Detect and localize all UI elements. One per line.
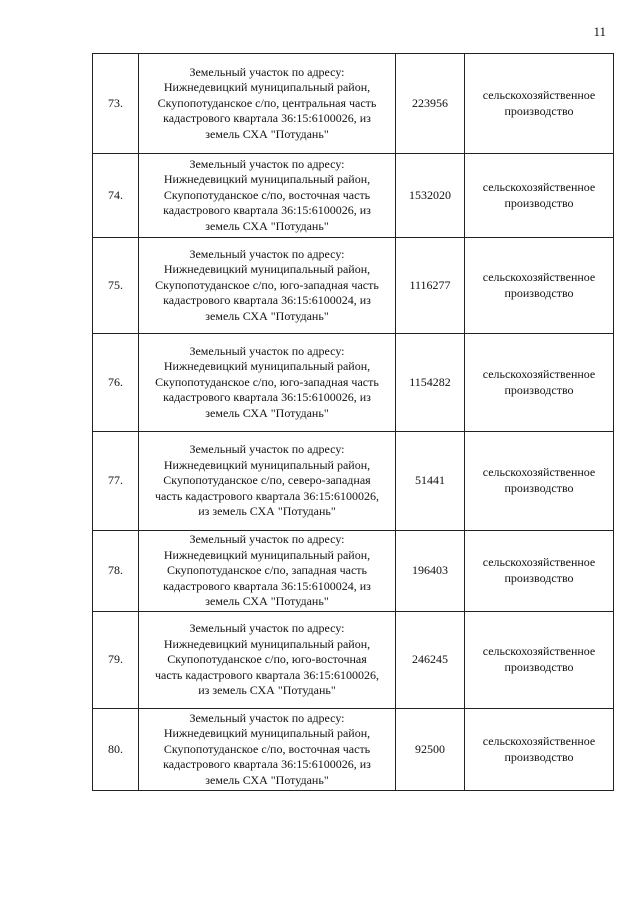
plot-description-cell: [139, 531, 396, 612]
plot-description-cell: [139, 334, 396, 432]
land-use-cell: [465, 154, 614, 238]
land-use-line: сельскохозяйственное: [482, 644, 596, 659]
land-use-cell: [465, 432, 614, 531]
description-line: Нижнедевицкий муниципальный район,: [163, 262, 371, 277]
plot-area-cell: 223956: [396, 54, 465, 154]
table-row: [93, 709, 614, 791]
plot-description-cell: [139, 238, 396, 334]
land-use-cell: [465, 334, 614, 432]
description-line: Нижнедевицкий муниципальный район,: [163, 80, 371, 95]
plot-description-cell: [139, 709, 396, 791]
description-line: кадастрового квартала 36:15:6100026, из: [163, 203, 371, 218]
description-line: Нижнедевицкий муниципальный район,: [163, 726, 371, 741]
plot-area-cell: 196403: [396, 531, 465, 612]
description-line: кадастрового квартала 36:15:6100026, из: [163, 111, 371, 126]
description-line: Нижнедевицкий муниципальный район,: [163, 636, 371, 651]
description-line: земель СХА "Потудань": [205, 594, 329, 609]
description-line: Скупопотуданское с/по, северо-западная: [163, 473, 371, 488]
row-number-cell: 80.: [93, 709, 139, 791]
plot-area-cell: 1532020: [396, 154, 465, 238]
row-number-cell: 77.: [93, 432, 139, 531]
land-use-line: производство: [504, 749, 574, 764]
land-use-cell: [465, 238, 614, 334]
land-use-line: производство: [504, 571, 574, 585]
land-plots-table: [92, 53, 614, 791]
plot-area-cell: 246245: [396, 612, 465, 709]
land-use-cell: [465, 612, 614, 709]
description-line: Скупопотуданское с/по, юго-восточная: [167, 652, 367, 667]
description-line: Скупопотуданское с/по, восточная часть: [163, 741, 371, 756]
land-use-line: сельскохозяйственное: [482, 269, 596, 284]
land-use-cell: [465, 531, 614, 612]
description-line: Земельный участок по адресу:: [189, 343, 345, 358]
description-line: Скупопотуданское с/по, западная часть: [166, 563, 368, 578]
row-number-cell: 78.: [93, 531, 139, 612]
row-number-cell: 76.: [93, 334, 139, 432]
plot-description-cell: [139, 432, 396, 531]
description-line: Нижнедевицкий муниципальный район,: [163, 359, 371, 374]
description-line: Земельный участок по адресу:: [189, 246, 345, 261]
description-line: Скупопотуданское с/по, юго-западная часть: [155, 374, 379, 389]
land-use-line: сельскохозяйственное: [482, 87, 596, 102]
land-use-line: сельскохозяйственное: [482, 555, 596, 570]
description-line: Земельный участок по адресу:: [189, 621, 345, 636]
description-line: Скупопотуданское с/по, восточная часть: [163, 187, 371, 202]
row-number-cell: 73.: [93, 54, 139, 154]
description-line: Скупопотуданское с/по, центральная часть: [157, 95, 377, 110]
table-row: [93, 334, 614, 432]
description-line: часть кадастрового квартала 36:15:6100026,: [154, 667, 380, 682]
plot-area-cell: 92500: [396, 709, 465, 791]
page-number: 11: [593, 24, 606, 39]
land-use-line: производство: [504, 382, 574, 397]
description-line: Земельный участок по адресу:: [189, 156, 345, 171]
description-line: земель СХА "Потудань": [205, 218, 329, 233]
description-line: Нижнедевицкий муниципальный район,: [163, 547, 371, 562]
land-use-line: производство: [504, 103, 574, 118]
land-use-cell: [465, 709, 614, 791]
table-row: [93, 238, 614, 334]
description-line: кадастрового квартала 36:15:6100026, из: [163, 390, 371, 405]
land-use-line: производство: [504, 660, 574, 674]
row-number-cell: 79.: [93, 612, 139, 709]
table-body: [93, 54, 614, 791]
description-line: Земельный участок по адресу:: [189, 442, 345, 457]
description-line: земель СХА "Потудань": [205, 126, 329, 141]
table-row: [93, 531, 614, 612]
description-line: кадастрового квартала 36:15:6100026, из: [163, 757, 371, 772]
plot-description-cell: [139, 612, 396, 709]
table-row: [93, 432, 614, 531]
plot-description-cell: [139, 54, 396, 154]
land-use-line: производство: [504, 285, 574, 300]
row-number-cell: 74.: [93, 154, 139, 238]
description-line: земель СХА "Потудань": [205, 772, 329, 787]
description-line: Земельный участок по адресу:: [189, 710, 345, 725]
description-line: Скупопотуданское с/по, юго-западная часть: [155, 277, 379, 292]
description-line: кадастрового квартала 36:15:6100024, из: [163, 293, 371, 308]
description-line: Земельный участок по адресу:: [189, 532, 345, 547]
row-number-cell: 75.: [93, 238, 139, 334]
table-row: [93, 612, 614, 709]
land-use-line: сельскохозяйственное: [482, 733, 596, 748]
description-line: кадастрового квартала 36:15:6100024, из: [163, 578, 371, 593]
table-row: [93, 154, 614, 238]
description-line: Нижнедевицкий муниципальный район,: [163, 457, 371, 472]
land-use-line: сельскохозяйственное: [482, 179, 596, 194]
description-line: земель СХА "Потудань": [205, 405, 329, 420]
description-line: Земельный участок по адресу:: [189, 64, 345, 79]
description-line: из земель СХА "Потудань": [198, 683, 336, 698]
description-line: часть кадастрового квартала 36:15:6100026,: [154, 488, 380, 503]
plot-description-cell: [139, 154, 396, 238]
description-line: Нижнедевицкий муниципальный район,: [163, 172, 371, 187]
land-use-cell: [465, 54, 614, 154]
table-row: [93, 54, 614, 154]
land-use-line: производство: [504, 481, 574, 495]
land-use-line: сельскохозяйственное: [482, 366, 596, 381]
land-use-line: производство: [504, 195, 574, 210]
plot-area-cell: 51441: [396, 432, 465, 531]
land-use-line: сельскохозяйственное: [482, 465, 596, 480]
description-line: земель СХА "Потудань": [205, 308, 329, 323]
plot-area-cell: 1154282: [396, 334, 465, 432]
plot-area-cell: 1116277: [396, 238, 465, 334]
description-line: из земель СХА "Потудань": [198, 504, 336, 519]
